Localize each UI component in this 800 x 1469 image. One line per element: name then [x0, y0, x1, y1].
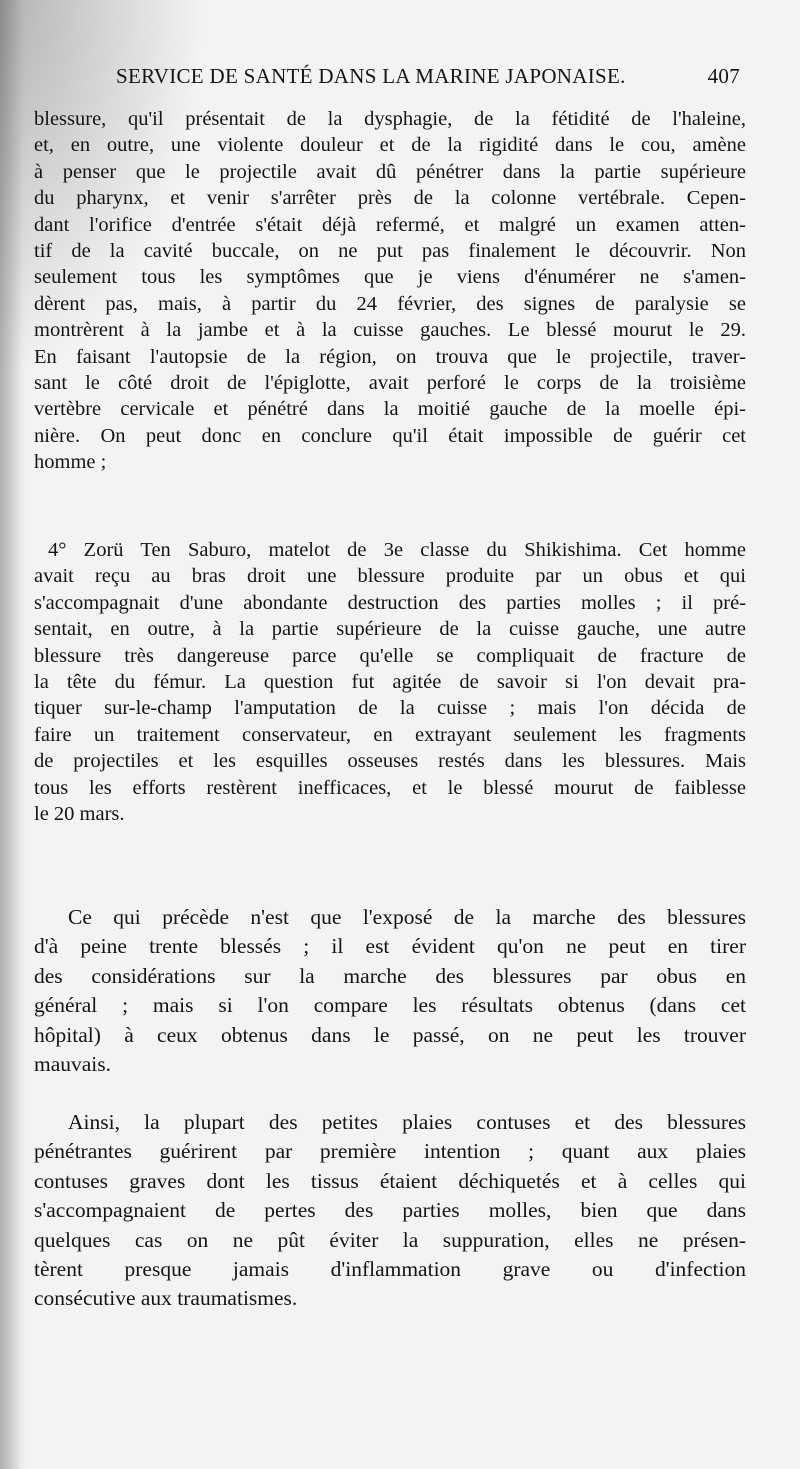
text-line: seulement tous les symptômes que je viens d'énumérer ne s'amen-	[34, 266, 746, 289]
paragraph-conclusion	[34, 1108, 746, 1314]
text-line: sant le côté droit de l'épiglotte, avait perforé le corps de la troisième	[34, 371, 746, 394]
paragraph-case-4	[34, 537, 746, 827]
text-line: la tête du fémur. La question fut agitée de savoir si l'on devait pra-	[34, 670, 746, 693]
text-line: avait reçu au bras droit une blessure produite par un obus et qui	[34, 565, 746, 588]
running-header	[116, 64, 740, 94]
text-line: dèrent pas, mais, à partir du 24 février, des signes de paralysie se	[34, 292, 746, 315]
text-line: tiquer sur-le-champ l'amputation de la cuisse ; mais l'on décida de	[34, 697, 746, 720]
text-line: d'à peine trente blessés ; il est évident qu'on ne peut en tirer	[34, 934, 746, 959]
text-line: s'accompagnaient de pertes des parties molles, bien que dans	[34, 1198, 746, 1223]
text-line: à penser que le projectile avait dû pénétrer dans la partie supérieure	[34, 160, 746, 183]
text-line: des considérations sur la marche des blessures par obus en	[34, 963, 746, 988]
paragraph-summary	[34, 903, 746, 1079]
paragraph-case-3-continued	[34, 106, 746, 475]
text-line: 4° Zorü Ten Saburo, matelot de 3e classe du Shikishima. Cet homme	[48, 539, 746, 561]
text-line: s'accompagnait d'une abondante destruction des parties molles ; il pré-	[34, 591, 746, 614]
page-number: 407	[707, 64, 740, 88]
page-edge-shadow	[0, 0, 22, 1469]
text-line: tèrent presque jamais d'inflammation grave ou d'infection	[34, 1256, 746, 1281]
text-line: général ; mais si l'on compare les résultats obtenus (dans cet	[34, 993, 746, 1018]
running-title: SERVICE DE SANTÉ DANS LA MARINE JAPONAISE.	[116, 64, 626, 88]
text-line: dant l'orifice d'entrée s'était déjà refermé, et malgré un examen atten-	[34, 213, 746, 236]
text-line: de projectiles et les esquilles osseuses restés dans les blessures. Mais	[34, 750, 746, 773]
text-line: homme ;	[34, 451, 107, 474]
text-line: le 20 mars.	[34, 802, 125, 825]
text-line: pénétrantes guérirent par première intention ; quant aux plaies	[34, 1139, 746, 1164]
text-line: hôpital) à ceux obtenus dans le passé, on ne peut les trouver	[34, 1022, 746, 1047]
text-line: nière. On peut donc en conclure qu'il était impossible de guérir cet	[34, 424, 746, 447]
text-line: mauvais.	[34, 1051, 112, 1076]
text-line: blessure, qu'il présentait de la dysphagie, de la fétidité de l'haleine,	[34, 108, 746, 130]
text-line: faire un traitement conservateur, en extrayant seulement les fragments	[34, 723, 746, 746]
text-line: consécutive aux traumatismes.	[34, 1286, 298, 1311]
text-line: blessure très dangereuse parce qu'elle se compliquait de fracture de	[34, 644, 746, 667]
text-line: En faisant l'autopsie de la région, on trouva que le projectile, traver-	[34, 345, 746, 368]
text-line: et, en outre, une violente douleur et de la rigidité dans le cou, amène	[34, 134, 746, 157]
text-line: vertèbre cervicale et pénétré dans la moitié gauche de la moelle épi-	[34, 398, 746, 421]
text-line: montrèrent à la jambe et à la cuisse gauches. Le blessé mourut le 29.	[34, 319, 746, 342]
text-line: sentait, en outre, à la partie supérieure de la cuisse gauche, une autre	[34, 618, 746, 641]
text-line: Ce qui précède n'est que l'exposé de la marche des blessures	[68, 905, 746, 929]
text-line: du pharynx, et venir s'arrêter près de la colonne vertébrale. Cepen-	[34, 187, 746, 210]
text-line: Ainsi, la plupart des petites plaies contuses et des blessures	[68, 1110, 746, 1134]
text-line: tif de la cavité buccale, on ne put pas finalement le découvrir. Non	[34, 239, 746, 262]
text-line: tous les efforts restèrent inefficaces, et le blessé mourut de faiblesse	[34, 776, 746, 799]
text-line: contuses graves dont les tissus étaient déchiquetés et à celles qui	[34, 1168, 746, 1193]
text-line: quelques cas on ne pût éviter la suppuration, elles ne présen-	[34, 1227, 746, 1252]
